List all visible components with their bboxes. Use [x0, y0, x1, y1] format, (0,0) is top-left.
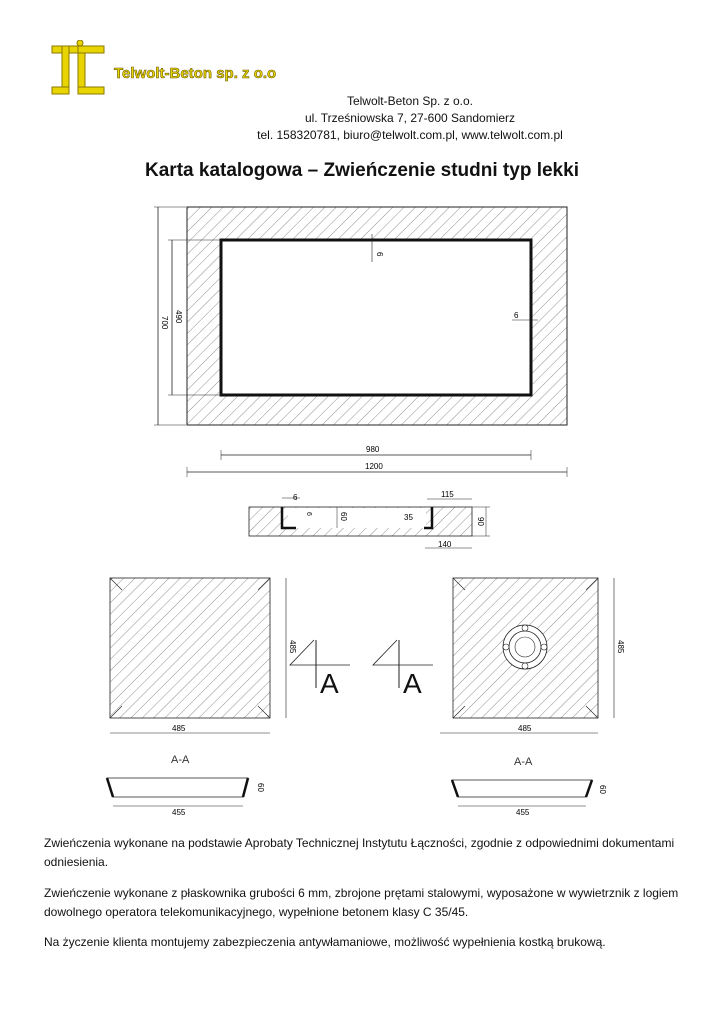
- company-contact: tel. 158320781, biuro@telwolt.com.pl, www.telwolt.com.pl: [257, 128, 563, 142]
- dim-outer-width: 1200: [365, 462, 383, 471]
- company-name: Telwolt-Beton Sp. z o.o.: [346, 94, 474, 108]
- right-lid-section-label: A-A: [514, 756, 533, 768]
- dim-section-lip: 35: [404, 513, 413, 522]
- left-lid-section-label: A-A: [171, 754, 190, 766]
- dim-top-wall: 6: [375, 252, 384, 257]
- dim-section-bottom-right: 140: [438, 540, 452, 549]
- dim-section-mid-height: 60: [339, 512, 348, 521]
- page-title: Karta katalogowa – Zwieńczenie studni typ lekki: [145, 160, 579, 181]
- right-lid-dim-bottom: 455: [516, 808, 530, 817]
- technical-drawing: [0, 195, 724, 825]
- section-mark-right: A: [403, 668, 422, 699]
- logo-text: Telwolt-Beton sp. z o.o: [114, 65, 277, 82]
- dim-right-wall: 6: [514, 311, 519, 320]
- left-lid-dim-section-height: 60: [256, 783, 265, 792]
- right-lid-dim-section-height: 60: [598, 785, 607, 794]
- dim-inner-height: 490: [174, 310, 183, 324]
- paragraph-construction: Zwieńczenie wykonane z płaskownika grubości 6 mm, zbrojone prętami stalowymi, wyposażone w wywietrznik z logiem dowolnego operatora telekomunikacyjnego, wypełnione betonem klasy C 35/45.: [44, 886, 679, 919]
- right-lid: [440, 578, 625, 817]
- left-lid: [107, 578, 297, 817]
- company-address: ul. Trześniowska 7, 27-600 Sandomierz: [304, 111, 516, 125]
- dim-outer-height: 700: [160, 316, 169, 330]
- logo-mark-icon: [52, 40, 104, 94]
- section-view: [249, 490, 490, 549]
- company-info: [240, 93, 580, 144]
- dim-section-top-right: 115: [441, 490, 454, 499]
- left-lid-dim-bottom: 455: [172, 808, 186, 817]
- dim-section-height-right: 90: [476, 517, 485, 526]
- right-lid-dim-width: 485: [518, 724, 532, 733]
- section-marks: [290, 640, 433, 699]
- vent-icon: [503, 625, 547, 669]
- left-lid-dim-width: 485: [172, 724, 186, 733]
- top-view: [154, 207, 567, 477]
- dim-section-left-wall: 6: [293, 493, 298, 502]
- dim-section-left-depth: 6: [305, 512, 312, 516]
- left-lid-dim-height: 485: [288, 640, 297, 654]
- section-mark-left: A: [320, 668, 339, 699]
- dim-inner-width: 980: [366, 445, 380, 454]
- right-lid-dim-height: 485: [616, 640, 625, 654]
- paragraph-options: Na życzenie klienta montujemy zabezpieczenia antywłamaniowe, możliwość wypełnienia kostką brukową.: [44, 935, 606, 949]
- paragraph-approval: Zwieńczenia wykonane na podstawie Aprobaty Technicznej Instytutu Łączności, zgodnie z odpowiednimi dokumentami odniesienia.: [44, 836, 675, 869]
